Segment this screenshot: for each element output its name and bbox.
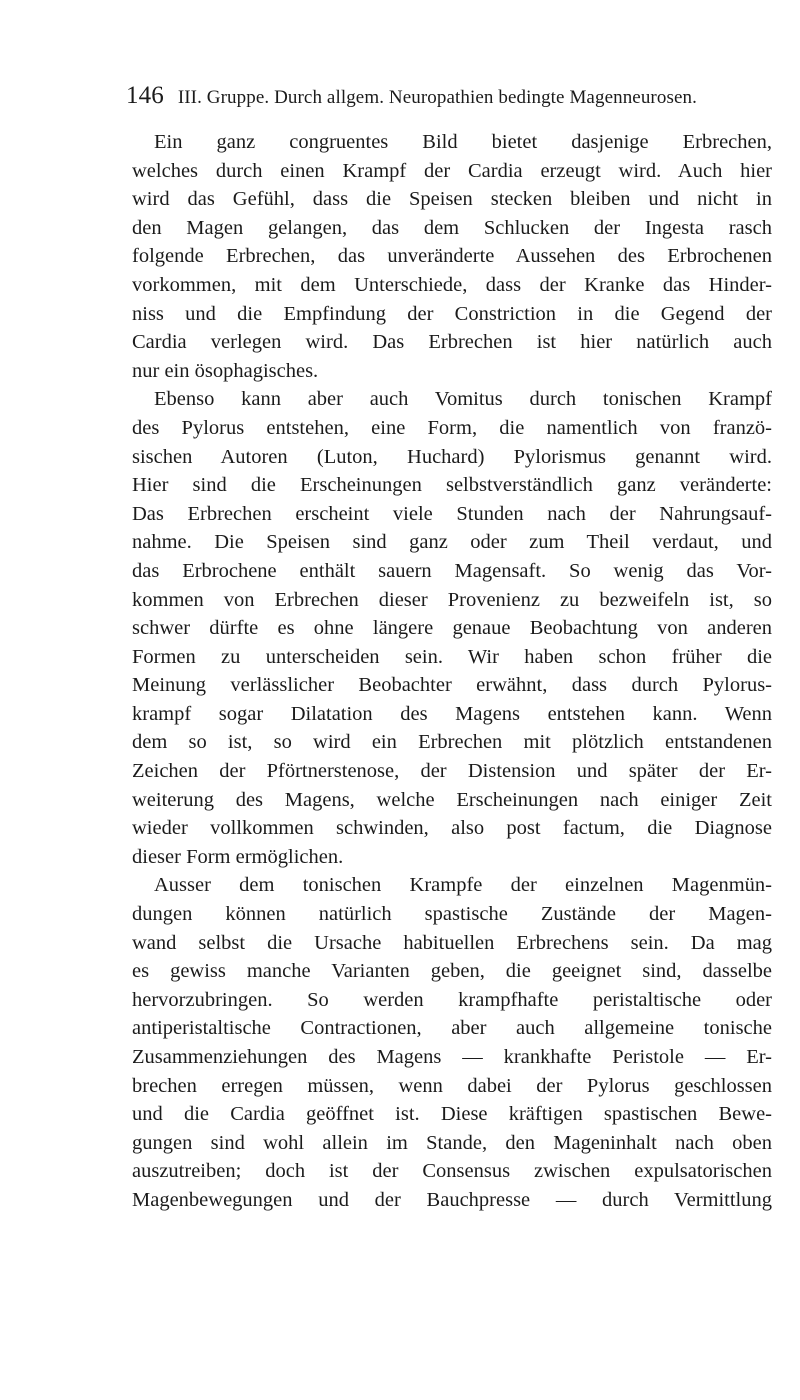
text-line: Zeichen der Pförtnerstenose, der Distension und später der Er-: [132, 760, 772, 783]
text-line: Ausser dem tonischen Krampfe der einzelnen Magenmün-: [154, 874, 772, 897]
text-line: Cardia verlegen wird. Das Erbrechen ist hier natürlich auch: [132, 331, 772, 354]
text-line: vorkommen, mit dem Unterschiede, dass der Kranke das Hinder-: [132, 273, 772, 296]
text-line: schwer dürfte es ohne längere genaue Beobachtung von anderen: [132, 617, 772, 640]
chapter-heading: III. Gruppe. Durch allgem. Neuropathien bedingte Magenneurosen.: [177, 87, 697, 108]
text-line: hervorzubringen. So werden krampfhafte peristaltische oder: [132, 988, 772, 1011]
text-line: Formen zu unterscheiden sein. Wir haben schon früher die: [132, 645, 772, 668]
text-line: wieder vollkommen schwinden, also post factum, die Diagnose: [132, 817, 772, 840]
text-line: antiperistaltische Contractionen, aber auch allgemeine tonische: [132, 1017, 772, 1040]
text-line: Magenbewegungen und der Bauchpresse — durch Vermittlung: [132, 1188, 772, 1211]
text-line: es gewiss manche Varianten geben, die geeignet sind, dasselbe: [132, 960, 772, 983]
text-line: wand selbst die Ursache habituellen Erbrechens sein. Da mag: [132, 931, 772, 954]
text-line: den Magen gelangen, das dem Schlucken der Ingesta rasch: [132, 216, 772, 239]
text-line: auszutreiben; doch ist der Consensus zwischen expulsatorischen: [132, 1160, 772, 1183]
text-line: weiterung des Magens, welche Erscheinungen nach einiger Zeit: [132, 788, 772, 811]
text-line: des Pylorus entstehen, eine Form, die namentlich von franzö-: [132, 416, 772, 439]
text-line: Ebenso kann aber auch Vomitus durch tonischen Krampf: [154, 388, 772, 411]
text-line: wird das Gefühl, dass die Speisen stecken bleiben und nicht in: [132, 188, 772, 211]
page-number: 146: [126, 82, 164, 109]
text-line: krampf sogar Dilatation des Magens entstehen kann. Wenn: [132, 702, 772, 725]
text-line: dieser Form ermöglichen.: [132, 845, 344, 868]
text-line: niss und die Empfindung der Constriction in die Gegend der: [132, 302, 772, 325]
body-text: [132, 128, 772, 1215]
text-line: sischen Autoren (Luton, Huchard) Pylorismus genannt wird.: [132, 445, 772, 468]
text-line: Hier sind die Erscheinungen selbstverständlich ganz veränderte:: [132, 474, 772, 497]
text-line: Zusammenziehungen des Magens — krankhafte Peristole — Er-: [132, 1046, 772, 1068]
text-line: das Erbrochene enthält sauern Magensaft. So wenig das Vor-: [132, 559, 772, 582]
text-line: Meinung verlässlicher Beobachter erwähnt, dass durch Pylorus-: [132, 674, 772, 697]
running-header: [126, 82, 766, 110]
text-line: folgende Erbrechen, das unveränderte Aussehen des Erbrochenen: [132, 245, 772, 268]
text-line: welches durch einen Krampf der Cardia erzeugt wird. Auch hier: [132, 159, 772, 182]
text-line: dem so ist, so wird ein Erbrechen mit plötzlich entstandenen: [132, 731, 772, 754]
text-line: gungen sind wohl allein im Stande, den Mageninhalt nach oben: [132, 1131, 772, 1154]
text-line: Das Erbrechen erscheint viele Stunden nach der Nahrungsauf-: [132, 502, 772, 525]
text-line: nur ein ösophagisches.: [132, 359, 319, 382]
text-line: dungen können natürlich spastische Zustände der Magen-: [132, 903, 772, 926]
text-line: kommen von Erbrechen dieser Provenienz zu bezweifeln ist, so: [132, 588, 772, 611]
text-line: und die Cardia geöffnet ist. Diese kräftigen spastischen Bewe-: [132, 1103, 772, 1126]
text-line: Ein ganz congruentes Bild bietet dasjenige Erbrechen,: [154, 131, 772, 153]
text-line: nahme. Die Speisen sind ganz oder zum Theil verdaut, und: [132, 531, 772, 554]
text-line: brechen erregen müssen, wenn dabei der Pylorus geschlossen: [132, 1074, 772, 1097]
